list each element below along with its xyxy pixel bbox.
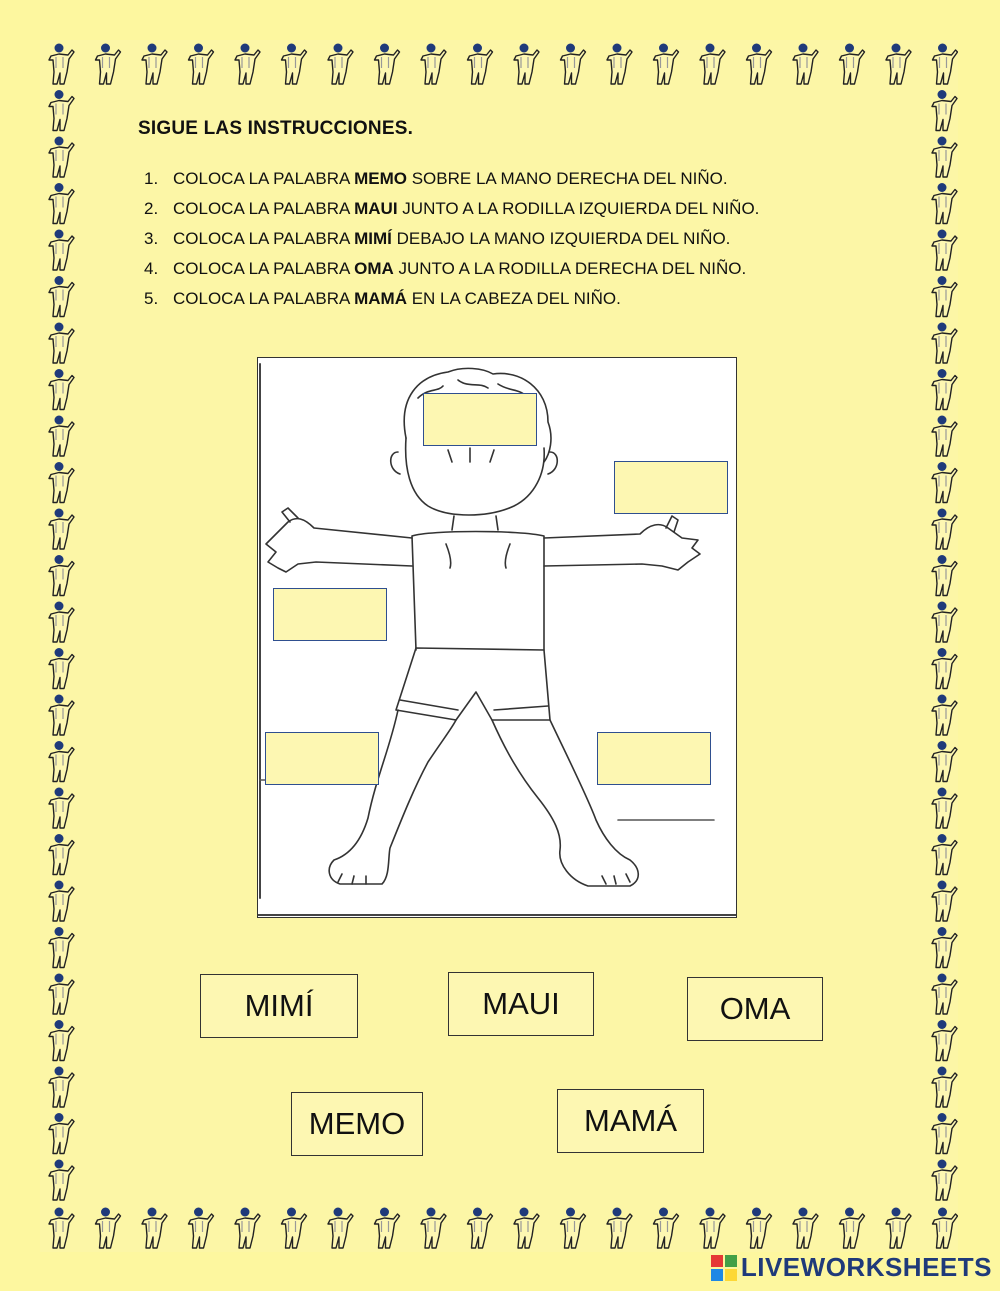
border-figure-icon xyxy=(49,1208,74,1249)
border-figure-icon xyxy=(49,137,74,178)
border-figure-icon xyxy=(607,44,632,85)
border-figure-icon xyxy=(375,44,400,85)
border-figure-icon xyxy=(886,1208,911,1249)
border-figure-icon xyxy=(49,1067,74,1108)
liveworksheets-logo[interactable] xyxy=(711,1252,992,1283)
border-figure-icon xyxy=(932,416,957,457)
border-figure-icon xyxy=(282,1208,307,1249)
border-figure-icon xyxy=(932,323,957,364)
border-figure-icon xyxy=(49,695,74,736)
border-figure-icon xyxy=(328,44,353,85)
border-figure-icon xyxy=(49,1020,74,1061)
word-card-mimi[interactable]: MIMÍ xyxy=(200,974,358,1038)
instruction-list xyxy=(144,164,759,314)
border-figure-icon xyxy=(49,462,74,503)
border-figure-icon xyxy=(932,276,957,317)
word-card-memo[interactable]: MEMO xyxy=(291,1092,423,1156)
border-figure-icon xyxy=(514,44,539,85)
word-card-mama[interactable]: MAMÁ xyxy=(557,1089,704,1153)
border-figure-icon xyxy=(49,509,74,550)
border-figure-icon xyxy=(49,230,74,271)
border-figure-icon xyxy=(747,1208,772,1249)
border-figure-icon xyxy=(49,1113,74,1154)
border-figure-icon xyxy=(142,44,167,85)
border-figure-icon xyxy=(49,834,74,875)
border-figure-icon xyxy=(49,974,74,1015)
border-figure-icon xyxy=(932,555,957,596)
border-figure-icon xyxy=(189,44,214,85)
drop-zone-left-hand[interactable] xyxy=(273,588,387,641)
instruction-item: 3. COLOCA LA PALABRA MIMÍ DEBAJO LA MANO IZQUIERDA DEL NIÑO. xyxy=(144,229,731,248)
border-figure-icon xyxy=(49,602,74,643)
border-figure-icon xyxy=(793,44,818,85)
border-figure-icon xyxy=(840,1208,865,1249)
border-figure-icon xyxy=(189,1208,214,1249)
border-figure-icon xyxy=(49,90,74,131)
border-figure-icon xyxy=(375,1208,400,1249)
border-figure-icon xyxy=(96,1208,121,1249)
border-figure-icon xyxy=(235,1208,260,1249)
border-figure-icon xyxy=(932,1067,957,1108)
border-figure-icon xyxy=(932,462,957,503)
border-figure-icon xyxy=(49,183,74,224)
border-figure-icon xyxy=(49,881,74,922)
border-figure-icon xyxy=(49,1160,74,1201)
border-figure-icon xyxy=(654,1208,679,1249)
border-figure-icon xyxy=(49,416,74,457)
border-figure-icon xyxy=(49,741,74,782)
border-figure-icon xyxy=(933,44,958,85)
drop-zone-head[interactable] xyxy=(423,393,537,446)
border-figure-icon xyxy=(932,1160,957,1201)
border-figure-icon xyxy=(932,927,957,968)
drop-zone-right-hand[interactable] xyxy=(614,461,728,514)
border-figure-icon xyxy=(561,1208,586,1249)
border-figure-icon xyxy=(932,369,957,410)
liveworksheets-logo-text: LIVEWORKSHEETS xyxy=(740,1252,992,1282)
border-figure-icon xyxy=(793,1208,818,1249)
word-card-oma[interactable]: OMA xyxy=(687,977,823,1041)
border-figure-icon xyxy=(328,1208,353,1249)
border-figure-icon xyxy=(96,44,121,85)
instruction-item: 5. COLOCA LA PALABRA MAMÁ EN LA CABEZA DEL NIÑO. xyxy=(144,289,621,308)
border-figure-icon xyxy=(932,741,957,782)
border-figure-icon xyxy=(49,369,74,410)
border-figure-icon xyxy=(840,44,865,85)
border-figure-icon xyxy=(932,183,957,224)
border-figure-icon xyxy=(932,834,957,875)
instruction-item: 2. COLOCA LA PALABRA MAUI JUNTO A LA RODILLA IZQUIERDA DEL NIÑO. xyxy=(144,199,760,218)
border-figure-icon xyxy=(142,1208,167,1249)
border-figure-icon xyxy=(932,1020,957,1061)
border-figure-icon xyxy=(700,44,725,85)
liveworksheets-logo-icon xyxy=(711,1255,737,1281)
border-figure-icon xyxy=(49,44,74,85)
border-figure-icon xyxy=(932,602,957,643)
border-figure-icon xyxy=(932,695,957,736)
border-figure-icon xyxy=(282,44,307,85)
border-figure-icon xyxy=(49,927,74,968)
border-figure-icon xyxy=(49,276,74,317)
instruction-item: 4. COLOCA LA PALABRA OMA JUNTO A LA RODILLA DERECHA DEL NIÑO. xyxy=(144,259,747,278)
border-figure-icon xyxy=(932,974,957,1015)
border-figure-icon xyxy=(932,230,957,271)
border-figure-icon xyxy=(932,509,957,550)
border-figure-icon xyxy=(561,44,586,85)
border-figure-icon xyxy=(747,44,772,85)
border-figure-icon xyxy=(49,788,74,829)
border-figure-icon xyxy=(514,1208,539,1249)
border-figure-icon xyxy=(700,1208,725,1249)
worksheet-title: SIGUE LAS INSTRUCCIONES. xyxy=(138,118,414,139)
border-figure-icon xyxy=(49,555,74,596)
border-figure-icon xyxy=(933,1208,958,1249)
instruction-item: 1. COLOCA LA PALABRA MEMO SOBRE LA MANO DERECHA DEL NIÑO. xyxy=(144,169,728,188)
border-figure-icon xyxy=(49,323,74,364)
border-figure-icon xyxy=(654,44,679,85)
border-figure-icon xyxy=(468,44,493,85)
drop-zone-left-knee[interactable] xyxy=(265,732,379,785)
border-figure-icon xyxy=(932,1113,957,1154)
border-figure-icon xyxy=(932,881,957,922)
border-figure-icon xyxy=(932,90,957,131)
word-card-maui[interactable]: MAUI xyxy=(448,972,594,1036)
drop-zone-right-knee[interactable] xyxy=(597,732,711,785)
border-figure-icon xyxy=(886,44,911,85)
border-figure-icon xyxy=(932,788,957,829)
border-figure-icon xyxy=(421,1208,446,1249)
border-figure-icon xyxy=(421,44,446,85)
border-figure-icon xyxy=(932,137,957,178)
border-figure-icon xyxy=(235,44,260,85)
border-figure-icon xyxy=(49,648,74,689)
border-figure-icon xyxy=(932,648,957,689)
border-figure-icon xyxy=(607,1208,632,1249)
border-figure-icon xyxy=(468,1208,493,1249)
